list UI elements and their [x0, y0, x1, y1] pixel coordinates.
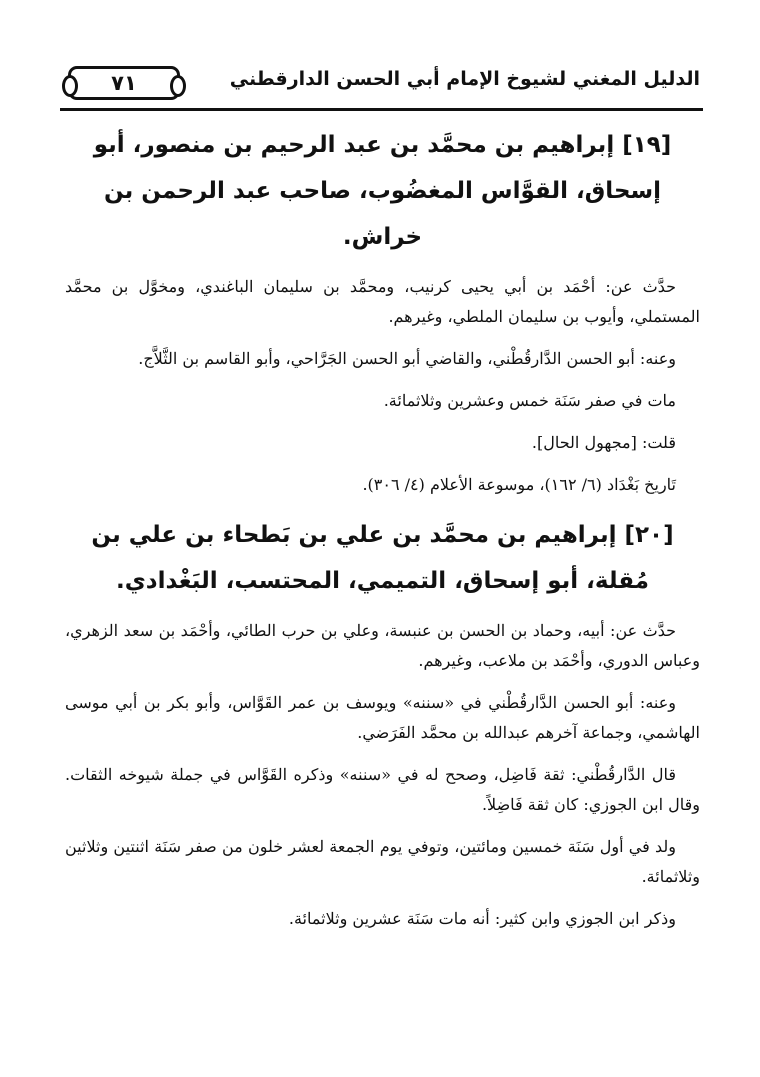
narrators-from-him-paragraph: وعنه: أبو الحسن الدَّارقُطْني، والقاضي أبو الحسن الجَرَّاحي، وأبو القاسم بن الثَّلاَّج. — [138, 349, 676, 368]
author-note-paragraph: قلت: [مجهول الحال]. — [531, 433, 676, 452]
narrated-from-paragraph: حدَّث عن: أبيه، وحماد بن الحسن بن عنبسة، وعلي بن حرب الطائي، وأحْمَد بن سعد الزهري، وعباس الدوري، وأحْمَد بن ملاعب، وغيرهم. — [65, 621, 700, 670]
page-number: ٧١ — [111, 71, 137, 95]
birth-death-paragraph: ولد في أول سَنَة خمسين ومائتين، وتوفي يوم الجمعة لعشر خلون من صفر سَنَة اثنتين وثلاثين وثلاثمائة. — [65, 837, 700, 886]
header-rule — [60, 108, 703, 111]
death-paragraph: مات في صفر سَنَة خمس وعشرين وثلاثمائة. — [383, 391, 676, 410]
page-number-frame — [68, 66, 180, 100]
entry-title: [٢٠] إبراهيم بن محمَّد بن علي بن بَطحاء بن علي بن مُقلة، أبو إسحاق، التميمي، المحتسب، البَغْدادي. — [91, 522, 674, 594]
entry-19 — [65, 122, 700, 500]
grading-paragraph: قال الدَّارقُطْني: ثقة فَاضِل، وصحح له في «سننه» وذكره القَوَّاس في جملة شيوخه الثقات. وقال ابن الجوزي: كان ثقة فَاضِلاً. — [65, 765, 700, 814]
references-paragraph: تَاريخ بَغْدَاد (٦/ ١٦٢)، موسوعة الأعلام (٤/ ٣٠٦). — [362, 475, 676, 494]
page-header — [60, 60, 700, 106]
narrators-from-him-paragraph: وعنه: أبو الحسن الدَّارقُطْني في «سننه» ويوسف بن عمر القَوَّاس، وأبو بكر بن أبي موسى الهاشمي، وجماعة آخرهم عبدالله بن محمَّد الفَرَضي. — [65, 693, 700, 742]
running-title: الدليل المغني لشيوخ الإمام أبي الحسن الدارقطني — [229, 68, 700, 90]
entry-title: [١٩] إبراهيم بن محمَّد بن عبد الرحيم بن منصور، أبو إسحاق، القوَّاس المغضُوب، صاحب عبد الرحمن بن خراش. — [93, 132, 672, 250]
narrated-from-paragraph: حدَّث عن: أحْمَد بن أبي يحيى كرنيب، ومحمَّد بن سليمان الباغندي، ومخوَّل بن محمَّد المستملي، وأيوب بن سليمان الملطي، وغيرهم. — [65, 277, 700, 326]
page-body — [65, 118, 700, 946]
entry-20 — [65, 512, 700, 934]
alternate-death-paragraph: وذكر ابن الجوزي وابن كثير: أنه مات سَنَة عشرين وثلاثمائة. — [288, 909, 676, 928]
